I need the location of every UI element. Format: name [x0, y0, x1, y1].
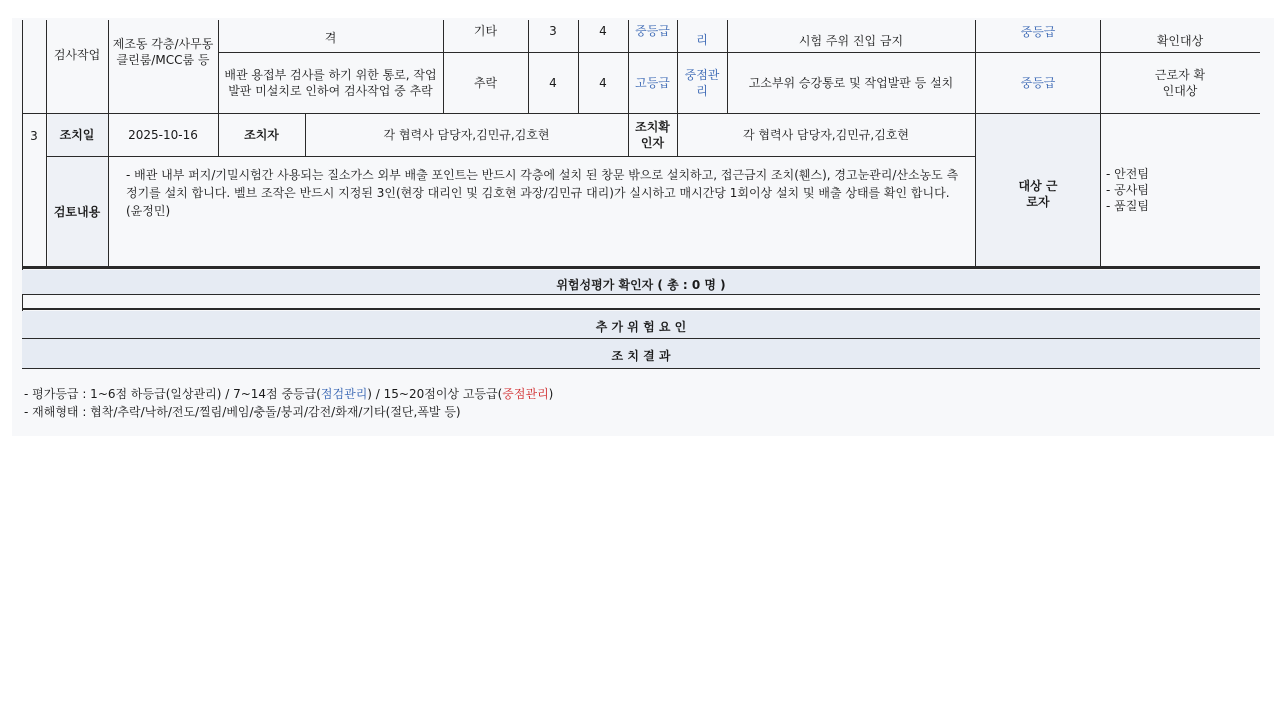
prev-confirm-cell: 확인대상 [1156, 34, 1204, 48]
confirm-cell: 근로자 확인대상 [1154, 68, 1206, 98]
severity-cell: 4 [599, 76, 607, 90]
prev-residual-grade-cell: 중등급 [1020, 25, 1056, 39]
prev-freq-cell: 3 [549, 24, 557, 38]
grade-cell: 고등급 [635, 76, 670, 90]
grade-note: - 평가등급 : 1~6점 하등급(일상관리) / 7~14점 중등급(점검관리) / 15~20점이상 고등급(중점관리) [24, 387, 554, 401]
confirmer-label: 조치확인자 [635, 120, 670, 150]
measure-cell: 고소부위 승강통로 및 작업발판 등 설치 [748, 76, 954, 90]
hazard-cell: 배관 용접부 검사를 하기 위한 통로, 작업발판 미설치로 인하여 검사작업 중 추락 [224, 68, 437, 98]
confirmer-count-title: 위험성평가 확인자 ( 총 : 0 명 ) [556, 278, 726, 292]
confirmer-value: 각 협력사 담당자,김민규,김호현 [743, 128, 909, 142]
grid-line [22, 308, 1260, 310]
additional-hazard-title: 추 가 위 험 요 인 [595, 320, 687, 334]
target-worker-label: 대상 근로자 [1018, 179, 1058, 209]
grid-line [46, 156, 976, 157]
place-cell: 제조동 각층/사무동 클린룸/MCC룸 등 [112, 37, 214, 67]
action-date-value: 2025-10-16 [128, 128, 198, 142]
work-cell: 검사작업 [53, 48, 101, 62]
review-text: - 배관 내부 퍼지/기밀시험간 사용되는 질소가스 외부 배출 포인트는 반드시 각층에 설치 된 창문 밖으로 설치하고, 접근금지 조치(휀스), 경고눈관리/산소농도 측정기를 설치 합니다. 벨브 조작은 반드시 지정된 3인(현장 대리인 및 김호현 과장/김민규 대리)가 실시하고 매시간당 1회이상 설치 및 배출 상태를 확인 합니다. (윤정민) [126, 168, 959, 218]
prev-type-cell: 기타 [473, 24, 498, 38]
section-number: 3 [30, 129, 38, 143]
actor-value: 각 협력사 담당자,김민규,김호현 [383, 128, 550, 142]
action-result-title: 조 치 결 과 [611, 349, 671, 363]
team-list [1106, 166, 1226, 222]
spacer-o [46, 18, 108, 40]
actor-label: 조치자 [244, 128, 279, 142]
prev-mgmt-cell: 리 [696, 33, 708, 47]
team-item: - 공사팀 [1106, 183, 1149, 197]
freq-cell: 4 [549, 76, 557, 90]
prev-hazard-cell: 격 [324, 31, 337, 45]
residual-grade-cell: 중등급 [1020, 76, 1056, 90]
prev-grade-cell: 중등급 [635, 24, 670, 38]
action-date-label: 조치일 [59, 128, 95, 142]
team-item: - 안전팀 [1106, 167, 1149, 181]
grid-line [22, 294, 1260, 295]
review-label: 검토내용 [53, 204, 101, 219]
disaster-type-note: - 재해형태 : 협착/추락/낙하/전도/찔림/베임/충돌/붕괴/감전/화재/기타(절단,폭발 등) [24, 405, 461, 419]
prev-severity-cell: 4 [599, 24, 607, 38]
prev-measure-cell: 시험 주위 진입 금지 [798, 34, 904, 48]
grid-line [22, 266, 1260, 269]
grid-line [22, 368, 1260, 369]
type-cell: 추락 [473, 76, 498, 90]
mgmt-cell: 중점관리 [684, 68, 720, 98]
team-item: - 품질팀 [1106, 199, 1149, 213]
